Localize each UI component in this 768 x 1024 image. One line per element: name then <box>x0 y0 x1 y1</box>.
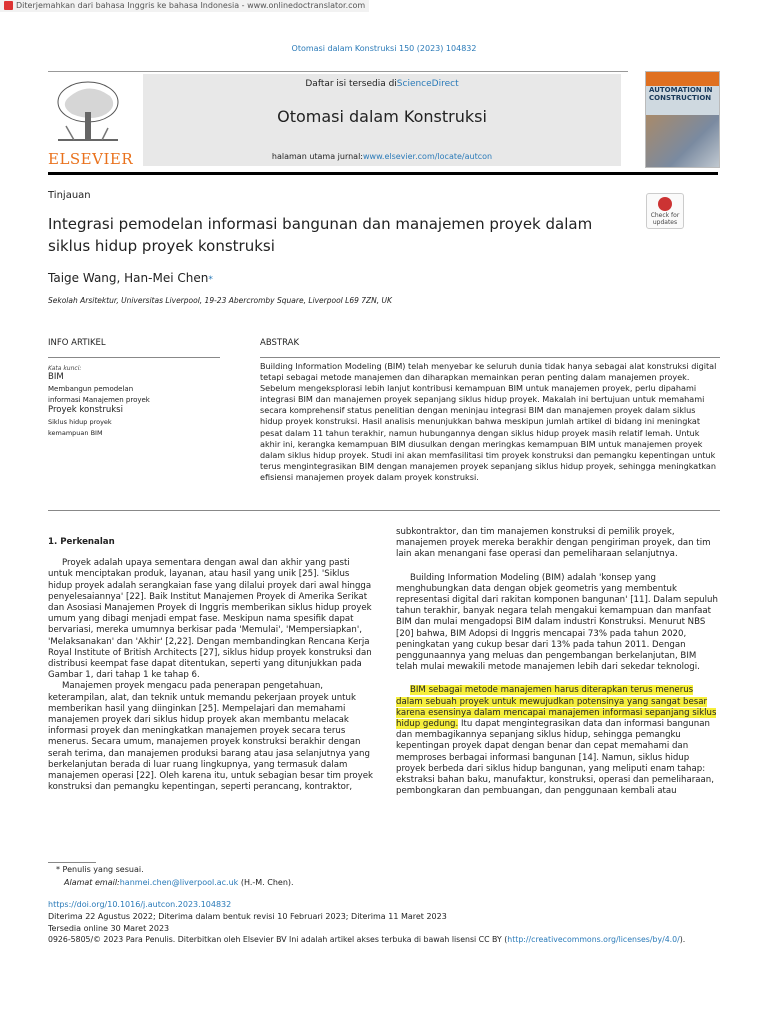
license-line: 0926-5805/© 2023 Para Penulis. Diterbitkan oleh Elsevier BV Ini adalah artikel akses terbuka di bawah lisensi CC BY (http://creativecommons.org/licenses/by/4.0/). <box>48 935 686 944</box>
article-info-heading: INFO ARTIKEL <box>48 338 106 348</box>
keyword: Proyek konstruksi <box>48 405 123 415</box>
contents-available: Daftar isi tersedia diScienceDirect <box>305 79 459 89</box>
check-for-updates-badge[interactable] <box>646 193 684 229</box>
translator-notice[interactable] <box>0 0 369 12</box>
author-list: Taige Wang, Han-Mei Chen* <box>48 271 213 285</box>
translator-notice-text: Diterjemahkan dari bahasa Inggris ke bahasa Indonesia - www.onlinedoctranslator.com <box>16 1 366 10</box>
paragraph: Building Information Modeling (BIM) adalah 'konsep yang menghubungkan data dengan objek geometris yang membentuk representasi digital dari rakitan komponen bangunan' [11]. Dalam sepuluh tahun terakhir, banyak negara telah mengakui kemampuan dan manfaat BIM dan mulai mengadopsi BIM dalam industri Konstruksi. Menurut NBS [20] bahwa, BIM Adopsi di Inggris mencapai 73% pada tahun 2020, peningkatan yang cukup besar dari 13% pada tahun 2011. Dengan penggunaannya yang meluas dan pengembangan berkelanjutan, BIM telah mulai mewakili metode manajemen lebih dari sekedar teknologi. <box>396 572 718 673</box>
elsevier-wordmark: ELSEVIER <box>48 150 134 168</box>
keyword: Siklus hidup proyek <box>48 418 112 426</box>
journal-homepage: halaman utama jurnal:www.elsevier.com/locate/autcon <box>271 152 493 161</box>
license-link[interactable]: http://creativecommons.org/licenses/by/4.0/ <box>507 935 680 944</box>
keyword: Membangun pemodelan <box>48 385 134 393</box>
paragraph: subkontraktor, dan tim manajemen konstruksi di pemilik proyek, manajemen proyek mereka berakhir dengan pengiriman proyek, dan tim lain akan menangani fase operasi dan pemeliharaan selanjutnya. <box>396 527 711 560</box>
highlighted-text: BIM sebagai metode manajemen harus diterapkan terus menerus dalam sebuah proyek untuk mewujudkan potensinya yang sangat besar karena esensinya dalam mencapai manajemen informasi sepanjang siklus hidup gedung. <box>396 685 717 730</box>
keyword: informasi Manajemen proyek <box>48 396 150 404</box>
journal-title: Otomasi dalam Konstruksi <box>277 107 487 126</box>
header-top-rule <box>48 71 628 72</box>
available-online: Tersedia online 30 Maret 2023 <box>48 924 170 933</box>
keywords-label: Kata kunci: <box>48 365 82 372</box>
corresponding-footnote: * Penulis yang sesuai. <box>56 865 144 874</box>
cover-band <box>646 72 719 86</box>
article-title: Integrasi pemodelan informasi bangunan dan manajemen proyek dalam siklus hidup proyek konstruksi <box>48 215 593 255</box>
paragraph: Proyek adalah upaya sementara dengan awal dan akhir yang pasti untuk menciptakan produk, layanan, atau hasil yang unik [25]. 'Siklus hidup proyek adalah serangkaian fase yang dilalui proyek dari awal hingga penyelesaiannya' [22]. Baik Institut Manajemen Proyek di Amerika Serikat dan Asosiasi Manajemen Proyek di Inggris memberikan siklus hidup proyek umum yang dibagi menjadi empat fase. Meskipun nama spesifik dapat bervariasi, mereka umumnya berkisar pada 'Memulai', 'Mempersiapkan', 'Melaksanakan' dan 'Akhir' [2,22]. Dengan membandingkan Rencana Kerja Royal Institute of British Architects [27], siklus hidup proyek konstruksi dan distribusi keempat fase dapat ditentukan, seperti yang ditunjukkan pada Gambar 1, dari tahap 1 ke tahap 6. <box>48 558 372 681</box>
paragraph: BIM sebagai metode manajemen harus diterapkan terus menerus dalam sebuah proyek untuk mewujudkan potensinya yang sangat besar karena esensinya dalam mencapai manajemen informasi sepanjang siklus hidup gedung. Itu dapat mengintegrasikan data dan informasi bangunan dan membagikannya sepanjang siklus hidup, sehingga pemangku kepentingan proyek dapat dengan benar dan cepat memahami dan memproses berbagai informasi bangunan [14]. Namun, siklus hidup proyek berbeda dari siklus hidup bangunan, yang meliputi enam tahap: ekstraksi bahan baku, manufaktur, konstruksi, operasi dan pemeliharaan, pembongkaran dan pembuangan, dan penggunaan kembali atau <box>396 685 717 797</box>
journal-reference[interactable]: Otomasi dalam Konstruksi 150 (2023) 104832 <box>291 44 477 53</box>
journal-header <box>143 74 621 166</box>
check-updates-icon <box>658 197 672 211</box>
doi-link[interactable]: https://doi.org/10.1016/j.autcon.2023.104832 <box>48 900 232 909</box>
sciencedirect-link[interactable]: ScienceDirect <box>396 79 459 89</box>
homepage-link[interactable]: www.elsevier.com/locate/autcon <box>363 152 493 161</box>
info-rule <box>48 357 220 358</box>
paragraph: Manajemen proyek mengacu pada penerapan pengetahuan, keterampilan, alat, dan teknik untuk memandu pekerjaan proyek untuk memberikan hasil yang diinginkan [25]. Mempelajari dan memahami manajemen proyek dari siklus hidup proyek akan membantu melacak informasi proyek dan meningkatkan manajemen proyek secara terus menerus. Secara umum, manajemen proyek konstruksi berakhir dengan serah terima, dan manajemen produksi barang atau jasa selanjutnya yang berkelanjutan berada di luar ruang lingkupnya, yang termasuk dalam manajemen operasi [22]. Oleh karena itu, untuk sebagian besar tim proyek konstruksi dan pemangku kepentingan, seperti perancang, kontraktor, <box>48 681 374 793</box>
journal-cover <box>645 71 720 168</box>
abstract-text: Building Information Modeling (BIM) telah menyebar ke seluruh dunia tidak hanya sebagai alat konstruksi digital tetapi sebagai metode manajemen dan diharapkan memainkan peran penting dalam manajemen proyek. Sebelum mengeksplorasi lebih lanjut kontribusi kemampuan BIM untuk manajemen proyek, perlu dipahami integrasi BIM dan manajemen proyek sepanjang siklus hidup proyek. Makalah ini bertujuan untuk memahami secara komprehensif status penelitian dengan meninjau integrasi BIM dan manajemen proyek dalam siklus hidup proyek konstruksi. Hasil analisis menunjukkan bahwa meskipun jumlah artikel di bidang ini meningkat pesat dalam 11 tahun terakhir, namun hubungannya dengan siklus hidup proyek masih relatif lemah. Untuk akhir ini, kerangka kemampuan BIM diusulkan dengan meringkas kemampuan BIM untuk manajemen proyek dalam siklus hidup proyek. Studi ini akan memfasilitasi tim proyek konstruksi dan pemangku kepentingan untuk terus mengintegrasikan BIM dengan manajemen proyek sepanjang siklus hidup proyek, sehingga meningkatkan efisiensi manajemen proyek dalam proyek konstruksi. <box>260 361 717 482</box>
section-heading: 1. Perkenalan <box>48 537 115 547</box>
cover-title: AUTOMATION IN CONSTRUCTION <box>649 86 713 102</box>
abstract-heading: ABSTRAK <box>260 338 300 348</box>
email-footnote: Alamat email:hanmei.chen@liverpool.ac.uk (H.-M. Chen). <box>64 878 294 887</box>
right-column <box>396 527 720 797</box>
abstract-end-rule <box>48 510 720 511</box>
received-dates: Diterima 22 Agustus 2022; Diterima dalam bentuk revisi 10 Februari 2023; Diterima 11 Maret 2023 <box>48 912 447 921</box>
article-type: Tinjauan <box>48 190 91 201</box>
check-updates-label: Check for updates <box>650 212 680 226</box>
header-bottom-rule <box>48 172 718 175</box>
email-link[interactable]: hanmei.chen@liverpool.ac.uk <box>119 878 239 887</box>
cover-image <box>646 115 719 167</box>
keyword: kemampuan BIM <box>48 429 103 437</box>
abstract-rule <box>260 357 720 358</box>
left-column <box>48 537 376 793</box>
footnote-rule <box>48 862 96 863</box>
keyword: BIM <box>48 372 64 382</box>
affiliation: Sekolah Arsitektur, Universitas Liverpool, 19-23 Abercromby Square, Liverpool L69 7ZN, UK <box>48 296 392 305</box>
pdf-icon <box>4 1 13 10</box>
corresponding-author-mark[interactable]: * <box>208 275 213 285</box>
